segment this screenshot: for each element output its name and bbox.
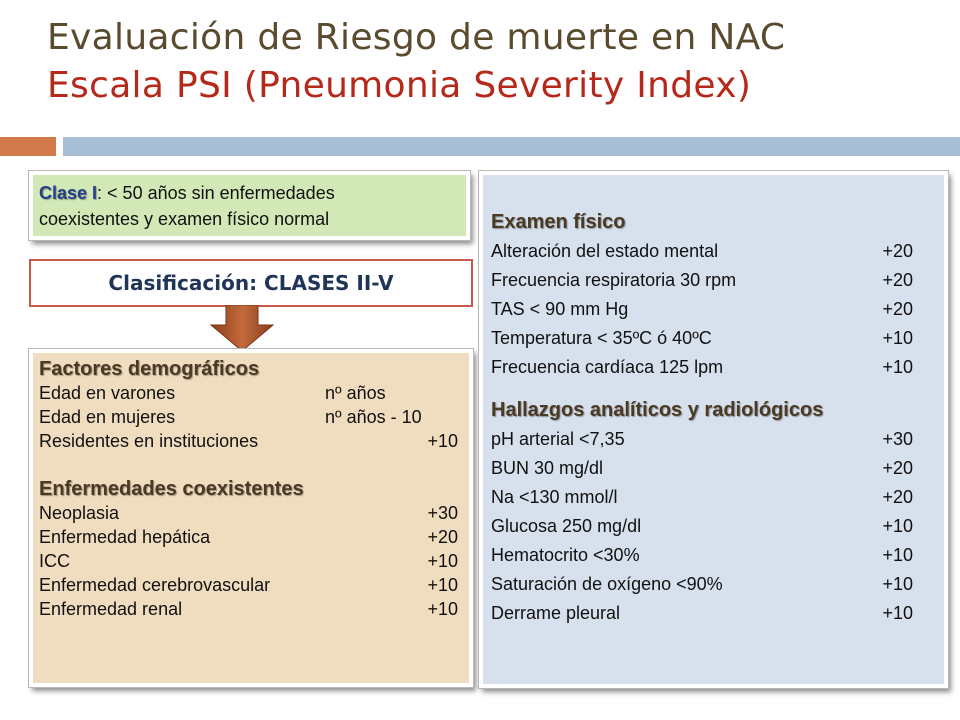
- item-label: Enfermedad renal: [39, 599, 183, 619]
- list-item: [491, 324, 944, 353]
- title-line-2: Escala PSI (Pneumonia Severity Index): [47, 65, 752, 106]
- list-item: [491, 512, 944, 541]
- examen-heading: Examen físico: [491, 211, 626, 233]
- item-label: Neoplasia: [39, 503, 120, 523]
- list-item: [39, 501, 469, 525]
- item-label: Enfermedad cerebrovascular: [39, 575, 271, 595]
- accent-bar-orange: [0, 137, 56, 156]
- item-points: +10: [882, 328, 913, 348]
- list-item: [39, 525, 469, 549]
- demographic-comorbidity-panel: [29, 349, 473, 687]
- item-points: +20: [882, 458, 913, 478]
- item-label: BUN 30 mg/dl: [491, 458, 604, 478]
- list-item: [39, 573, 469, 597]
- item-points: +20: [882, 241, 913, 261]
- item-label: Edad en mujeres: [39, 407, 176, 427]
- list-item: [491, 599, 944, 628]
- list-item: [39, 549, 469, 573]
- list-item: [491, 541, 944, 570]
- item-points: +10: [427, 575, 458, 595]
- item-points: nº años: [325, 383, 386, 403]
- item-points: +10: [882, 603, 913, 623]
- list-item: [491, 295, 944, 324]
- item-points: +10: [882, 357, 913, 377]
- item-label: TAS < 90 mm Hg: [491, 299, 629, 319]
- item-points: +20: [882, 487, 913, 507]
- list-item: [491, 266, 944, 295]
- list-item: [491, 570, 944, 599]
- list-item: [491, 483, 944, 512]
- item-label: Hematocrito <30%: [491, 545, 640, 565]
- exam-lab-panel: [479, 171, 948, 688]
- clase-i-text-1: : < 50 años sin enfermedades: [97, 183, 335, 203]
- item-label: pH arterial <7,35: [491, 429, 625, 449]
- item-points: +20: [882, 270, 913, 290]
- hallazgos-heading: Hallazgos analíticos y radiológicos: [491, 399, 824, 421]
- list-item: [39, 381, 469, 405]
- list-item: [39, 429, 469, 453]
- item-label: Derrame pleural: [491, 603, 621, 623]
- item-points: +10: [427, 551, 458, 571]
- item-label: ICC: [39, 551, 70, 571]
- clase-i-text-2: coexistentes y examen físico normal: [39, 209, 330, 229]
- clasificacion-box: Clasificación: CLASES II-V: [29, 259, 473, 307]
- accent-bar-blue: [63, 137, 960, 156]
- list-item: [39, 597, 469, 621]
- item-points: +10: [427, 599, 458, 619]
- list-item: [39, 405, 469, 429]
- list-item: [491, 237, 944, 266]
- item-label: Glucosa 250 mg/dl: [491, 516, 642, 536]
- list-item: [491, 454, 944, 483]
- item-label: Frecuencia cardíaca 125 lpm: [491, 357, 724, 377]
- item-points: +30: [882, 429, 913, 449]
- item-label: Na <130 mmol/l: [491, 487, 618, 507]
- clase-i-label: Clase I: [39, 183, 98, 203]
- item-points: +10: [427, 431, 458, 451]
- list-item: [491, 353, 944, 382]
- item-label: Enfermedad hepática: [39, 527, 211, 547]
- item-points: +20: [427, 527, 458, 547]
- item-points: +30: [427, 503, 458, 523]
- item-label: Edad en varones: [39, 383, 176, 403]
- demograficos-heading: Factores demográficos: [39, 358, 260, 380]
- item-points: nº años - 10: [325, 407, 422, 427]
- down-arrow-icon: [209, 305, 275, 353]
- slide-title: [47, 14, 947, 110]
- enfermedades-heading: Enfermedades coexistentes: [39, 478, 304, 500]
- item-label: Frecuencia respiratoria 30 rpm: [491, 270, 737, 290]
- item-label: Residentes en instituciones: [39, 431, 259, 451]
- clase-i-box: [29, 171, 470, 240]
- item-label: Saturación de oxígeno <90%: [491, 574, 723, 594]
- item-points: +10: [882, 545, 913, 565]
- item-label: Temperatura < 35ºC ó 40ºC: [491, 328, 712, 348]
- item-points: +10: [882, 516, 913, 536]
- item-label: Alteración del estado mental: [491, 241, 719, 261]
- title-line-1: Evaluación de Riesgo de muerte en NAC: [47, 17, 786, 58]
- list-item: [491, 425, 944, 454]
- item-points: +10: [882, 574, 913, 594]
- item-points: +20: [882, 299, 913, 319]
